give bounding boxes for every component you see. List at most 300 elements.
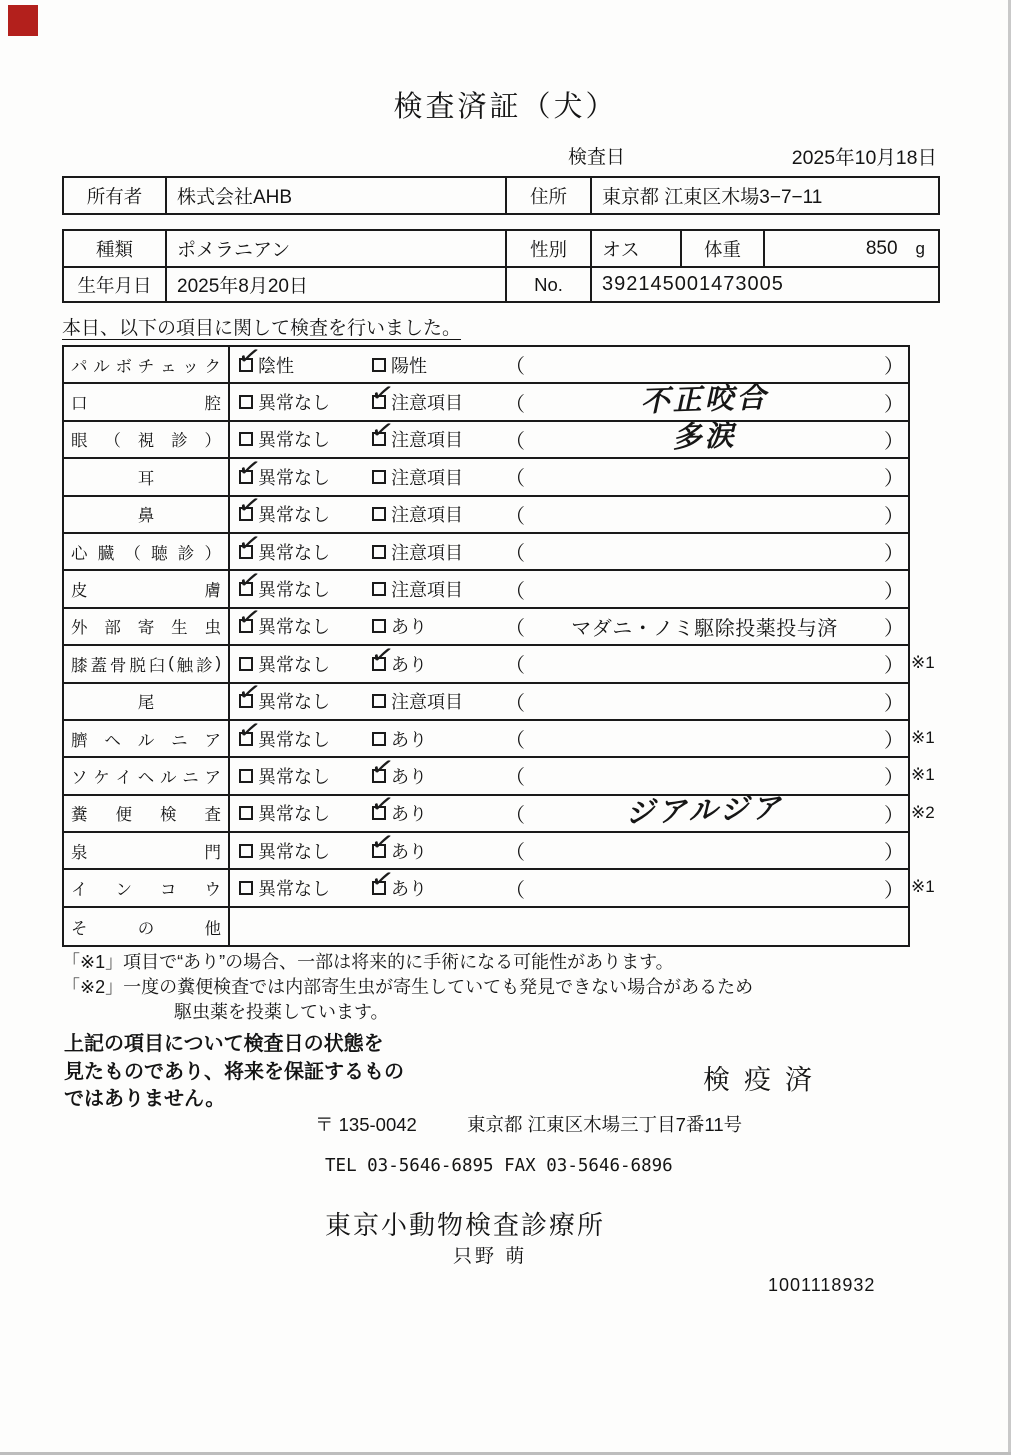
label-char: ケ [93, 768, 110, 787]
option2-group [372, 726, 505, 752]
paren-open: （ [505, 356, 525, 379]
label-char: 診 [196, 656, 213, 675]
option2-group [372, 613, 505, 639]
checkbox-option2 [368, 376, 397, 411]
label-char: ェ [160, 357, 177, 376]
row-note-mark: ※1 [911, 653, 935, 673]
paren-open: （ [505, 879, 525, 902]
paren-open: （ [505, 842, 525, 865]
option2-label: あり [391, 766, 427, 787]
label-char: ) [215, 654, 221, 673]
handwritten-check-mark: ✓ [368, 749, 397, 785]
footnotes [62, 950, 753, 1025]
option2-group [368, 824, 505, 864]
checkbox-option1 [239, 395, 253, 409]
label-char: 臼 [148, 656, 166, 675]
paren-close: ） [884, 730, 904, 753]
option1-group [239, 838, 372, 864]
label-char: 脱 [129, 656, 146, 675]
paren-open: （ [505, 767, 525, 790]
option1-group [239, 651, 372, 677]
handwritten-check-mark: ✓ [368, 862, 397, 897]
option2-label: 注意項目 [391, 692, 463, 713]
inspection-item-label [64, 347, 230, 382]
paren-open: （ [505, 730, 525, 753]
finding-paren-area [505, 836, 908, 865]
checkbox-option1 [239, 769, 253, 783]
birthdate-value: 2025年8月20日 [167, 268, 507, 301]
paren-open: （ [505, 468, 525, 491]
row-note-mark: ※1 [911, 765, 935, 785]
inspection-row [64, 488, 908, 534]
handwritten-check-mark: ✓ [368, 637, 397, 672]
option1-group [239, 426, 372, 452]
inspection-row [64, 637, 935, 683]
inspection-item-label [64, 609, 230, 644]
label-char: 虫 [204, 619, 221, 638]
label-char: （ [104, 432, 121, 451]
inspection-date-value: 2025年10月18日 [791, 147, 937, 169]
label-char: 便 [115, 806, 132, 825]
label-char: チ [137, 357, 155, 376]
label-char: ヘ [137, 768, 155, 787]
option2-label: あり [391, 841, 427, 862]
inspection-item-label [64, 721, 230, 756]
paren-close: ） [884, 505, 904, 528]
paren-open: （ [505, 692, 525, 715]
inspection-row-content [230, 450, 908, 494]
label-char: ル [160, 768, 177, 787]
footnote-1: 「※1」項目で“あり”の場合、一部は将来的に手術になる可能性があります。 [62, 952, 674, 972]
option2-label: 注意項目 [391, 467, 463, 488]
option1-label: 異常なし [258, 804, 330, 825]
paren-open: （ [505, 655, 525, 678]
option2-label: 陽性 [391, 355, 427, 376]
checkbox-option2 [368, 413, 397, 448]
label-char: ン [115, 881, 132, 900]
inspection-item-label [64, 459, 230, 494]
footnote-2-line1: 「※2」一度の糞便検査では内部寄生虫が寄生していても発見できない場合があるため [62, 977, 754, 997]
inspection-row-content [230, 908, 908, 945]
checkbox-option1 [235, 525, 264, 560]
option1-group [239, 763, 372, 789]
inspection-row [64, 787, 935, 833]
footnote-2-line2: 駆虫薬を投薬しています。 [174, 1002, 389, 1022]
inspection-item-label [64, 908, 230, 945]
inspection-item-label [64, 534, 230, 569]
paren-open: （ [505, 393, 525, 416]
option2-group [368, 862, 505, 901]
label-char: ア [204, 768, 221, 787]
checkbox-option2 [368, 862, 397, 897]
clinic-name: 東京小動物検査診療所 [325, 1210, 606, 1240]
finding-paren-area [505, 500, 908, 529]
checkbox-option2 [372, 470, 386, 484]
no-label: No. [507, 268, 592, 301]
finding-paren-area [505, 419, 908, 460]
option1-group [235, 600, 372, 639]
inspection-row-content [230, 600, 908, 644]
option1-label: 異常なし [258, 467, 330, 488]
label-char: 骨 [109, 656, 127, 675]
option2-group [372, 576, 505, 602]
label-char: ル [93, 357, 110, 376]
option1-group [235, 525, 372, 565]
label-char: 検 [160, 806, 177, 825]
paren-open: （ [505, 505, 525, 528]
label-char: 触 [176, 656, 194, 675]
label-char: パ [71, 357, 88, 376]
label-char: 部 [104, 619, 121, 638]
disclaimer-line2: 見たものであり、将来を保証するもの [64, 1060, 404, 1083]
label-char: ） [204, 432, 221, 451]
paren-open: （ [505, 804, 525, 827]
postal-code: 〒 135-0042 [315, 1114, 417, 1135]
label-char: 尾 [137, 694, 155, 713]
label-char: 眼 [71, 432, 88, 451]
finding-text: マダニ・ノミ駆除投薬投与済 [571, 617, 838, 640]
paren-close: ） [884, 767, 904, 790]
inspection-row [64, 908, 908, 945]
option2-group [368, 413, 505, 452]
checkbox-option2 [372, 582, 386, 596]
paren-close: ） [884, 655, 904, 678]
checkbox-option1 [239, 881, 253, 895]
label-char: 聴 [151, 544, 168, 563]
inspection-row [64, 413, 908, 459]
label-char: の [137, 919, 155, 938]
label-char: 査 [204, 806, 221, 825]
label-char: 診 [171, 432, 188, 451]
breed-label: 種類 [64, 231, 167, 266]
handwritten-check-mark: ✓ [368, 376, 397, 411]
option2-group [372, 539, 505, 565]
weight-label: 体重 [682, 231, 765, 266]
label-char: ッ [182, 357, 199, 376]
checkbox-option2 [372, 732, 386, 746]
label-char: ニ [182, 768, 199, 787]
checkbox-option1 [239, 844, 253, 858]
paren-close: ） [884, 468, 904, 491]
inspection-item-label [64, 833, 230, 868]
option2-label: 注意項目 [391, 393, 463, 414]
intro-text: 本日、以下の項目に関して検査を行いました。 [62, 318, 462, 339]
option1-label: 異常なし [258, 580, 330, 601]
serial-number: 1001118932 [768, 1275, 876, 1295]
handwritten-check-mark: ✓ [235, 675, 264, 710]
red-stamp-mark [8, 5, 38, 36]
option1-label: 異常なし [258, 542, 330, 563]
option2-group [372, 501, 505, 527]
option1-label: 異常なし [258, 393, 330, 414]
checkbox-option1 [239, 657, 253, 671]
paren-open: （ [505, 430, 525, 453]
birthdate-label: 生年月日 [64, 268, 167, 301]
label-char: コ [160, 881, 177, 900]
handwritten-check-mark: ✓ [368, 824, 397, 859]
label-char: ボ [115, 357, 132, 376]
inspection-item-label [64, 758, 230, 793]
option2-group [372, 464, 505, 490]
inspection-row [64, 525, 908, 571]
label-char: ク [204, 357, 221, 376]
row-note-mark: ※2 [911, 802, 935, 822]
checkbox-option1 [235, 563, 264, 598]
option1-label: 異常なし [258, 505, 330, 526]
document-title: 検査済証（犬） [393, 91, 618, 123]
checkbox-option1 [239, 806, 253, 820]
handwritten-check-mark: ✓ [235, 712, 264, 747]
finding-paren-area [505, 724, 908, 753]
handwritten-check-mark: ✓ [235, 525, 264, 560]
option2-label: あり [391, 879, 427, 900]
disclaimer-text [64, 1031, 404, 1114]
inspection-row-content [230, 675, 908, 719]
pet-row-1 [64, 231, 938, 266]
option1-group [235, 488, 372, 527]
checkbox-option2 [368, 787, 397, 822]
label-char: 泉 [71, 843, 88, 862]
finding-paren-area [505, 612, 908, 641]
checkbox-option2 [372, 507, 386, 521]
checkbox-option2 [368, 637, 397, 672]
option1-label: 異常なし [258, 729, 330, 750]
finding-text: 多涙 [672, 419, 738, 455]
label-char: 心 [71, 544, 88, 563]
label-char: 診 [177, 544, 195, 563]
paren-close: ） [884, 692, 904, 715]
row-note-mark: ※1 [911, 727, 935, 747]
label-char: 視 [137, 432, 155, 451]
label-char: イ [115, 768, 132, 787]
option1-label: 異常なし [258, 430, 330, 451]
inspection-item-label [64, 684, 230, 719]
option1-group [239, 389, 372, 415]
finding-paren-area [505, 462, 908, 491]
disclaimer-line1: 上記の項目について検査日の状態を [64, 1033, 384, 1055]
checkbox-option1 [239, 432, 253, 446]
checkbox-option1 [235, 712, 264, 747]
sex-value: オス [592, 231, 682, 266]
label-char: ( [168, 654, 174, 673]
finding-paren-area [505, 575, 908, 604]
inspection-row-content [230, 488, 908, 532]
label-char: ソ [71, 768, 88, 787]
option2-group [372, 352, 505, 378]
label-char: 耳 [137, 469, 155, 488]
weight-value [765, 231, 938, 266]
inspection-table [62, 338, 935, 947]
option1-group [235, 563, 372, 602]
option2-label: あり [391, 804, 427, 825]
handwritten-check-mark: ✓ [235, 338, 264, 373]
pet-table [62, 229, 940, 303]
inspection-row-content [230, 413, 908, 457]
inspection-row [64, 675, 908, 721]
inspection-row [64, 824, 908, 870]
inspection-row [64, 600, 908, 646]
label-char: 皮 [71, 582, 88, 601]
disclaimer-line3: ではありません。 [64, 1088, 226, 1110]
paren-open: （ [505, 580, 525, 603]
label-char: 臍 [71, 731, 88, 750]
option1-label: 異常なし [258, 617, 330, 638]
label-char: ア [204, 731, 221, 750]
label-char: ウ [204, 881, 221, 900]
label-char: 寄 [137, 619, 155, 638]
inspection-item-label [64, 646, 230, 681]
finding-paren-area [505, 874, 908, 903]
breed-value: ポメラニアン [167, 231, 507, 266]
option2-group [372, 688, 505, 714]
paren-close: ） [884, 879, 904, 902]
option2-label: 注意項目 [391, 542, 463, 563]
option1-label: 異常なし [258, 766, 330, 787]
sex-label: 性別 [507, 231, 592, 266]
option1-group [239, 875, 372, 901]
finding-paren-area [505, 649, 908, 678]
label-char: ル [137, 731, 155, 750]
paren-close: ） [884, 617, 904, 640]
inspection-item-label [64, 422, 230, 457]
label-char: 膝 [71, 656, 88, 675]
finding-text: 不正咬合 [640, 381, 770, 418]
inspection-row [64, 563, 908, 608]
label-char: ヘ [104, 731, 121, 750]
option1-group [235, 450, 372, 490]
checkbox-option1 [235, 675, 264, 710]
label-char: 外 [71, 619, 88, 638]
paren-close: ） [884, 580, 904, 603]
paren-close: ） [884, 430, 904, 453]
address-label: 住所 [507, 178, 592, 213]
clinic-address-line [315, 1111, 742, 1137]
finding-paren-area [505, 537, 908, 566]
checkbox-option2 [372, 358, 386, 372]
option1-label: 陰性 [258, 355, 294, 376]
clinic-address: 東京都 江東区木場三丁目7番11号 [466, 1114, 743, 1135]
weight-unit: g [915, 238, 925, 258]
option1-label: 異常なし [258, 841, 330, 862]
checkbox-option1 [235, 600, 264, 635]
inspection-item-label [64, 796, 230, 831]
checkbox-option2 [368, 749, 397, 785]
checkbox-option1 [235, 450, 264, 485]
inspection-row-content [230, 712, 908, 756]
option2-group [368, 376, 505, 415]
paren-open: （ [505, 617, 525, 640]
finding-paren-area [505, 687, 908, 716]
option1-label: 異常なし [258, 654, 330, 675]
paren-close: ） [884, 804, 904, 827]
label-char: イ [71, 881, 88, 900]
label-char: 蓋 [90, 656, 107, 675]
option2-group [368, 749, 505, 789]
label-char: 他 [204, 919, 221, 938]
inspection-row-content [230, 563, 908, 606]
finding-text: ジアルジア [625, 792, 785, 830]
handwritten-check-mark: ✓ [235, 488, 264, 523]
checkbox-option2 [368, 824, 397, 859]
label-char: 生 [171, 619, 188, 638]
inspection-row-content [230, 824, 908, 868]
inspection-item-label [64, 870, 230, 905]
option2-group [368, 787, 505, 826]
address-value: 東京都 江東区木場3−7−11 [602, 187, 823, 208]
inspection-row [64, 712, 935, 758]
option1-label: 異常なし [258, 879, 330, 900]
owner-table [62, 176, 940, 215]
option2-label: あり [391, 729, 427, 750]
inspection-item-label [64, 384, 230, 419]
finding-paren-area [505, 793, 908, 834]
label-char: 腔 [204, 395, 221, 414]
option2-label: 注意項目 [391, 505, 463, 526]
quarantine-passed-stamp: 検疫済 [703, 1065, 826, 1095]
paren-close: ） [884, 356, 904, 379]
owner-row [64, 178, 938, 213]
owner-label: 所有者 [64, 178, 167, 213]
handwritten-check-mark: ✓ [368, 413, 397, 448]
weight-number: 850 [865, 237, 898, 259]
handwritten-check-mark: ✓ [235, 563, 264, 598]
paren-close: ） [884, 842, 904, 865]
tel-fax-line: TEL 03-5646-6895 FAX 03-5646-6896 [325, 1156, 673, 1176]
option1-group [235, 675, 372, 714]
handwritten-check-mark: ✓ [235, 450, 264, 485]
paren-open: （ [505, 543, 525, 566]
option2-label: 注意項目 [391, 430, 463, 451]
inspection-item-label [64, 497, 230, 532]
label-char: 膚 [204, 582, 221, 601]
option2-label: あり [391, 617, 427, 638]
option1-group [235, 338, 372, 378]
option2-label: 注意項目 [391, 580, 463, 601]
inspection-row-content [230, 787, 908, 831]
inspection-row-content [230, 862, 908, 905]
checkbox-option1 [235, 488, 264, 523]
label-char: 鼻 [137, 507, 155, 526]
handwritten-check-mark: ✓ [235, 600, 264, 635]
option2-label: あり [391, 654, 427, 675]
checkbox-option2 [372, 694, 386, 708]
option2-group [368, 637, 505, 677]
handwritten-check-mark: ✓ [368, 787, 397, 822]
inspection-row [64, 450, 908, 496]
option1-label: 異常なし [258, 692, 330, 713]
label-char: そ [71, 919, 88, 938]
paren-close: ） [884, 543, 904, 566]
inspection-row-content [230, 637, 908, 681]
inspection-row-content [230, 525, 908, 569]
row-note-mark: ※1 [911, 877, 935, 897]
label-char: 口 [71, 395, 88, 414]
pet-row-2 [64, 266, 938, 301]
checkbox-option2 [372, 619, 386, 633]
option1-group [239, 800, 372, 826]
label-char: 糞 [71, 806, 88, 825]
checkbox-option1 [235, 338, 264, 373]
label-char: ニ [171, 731, 188, 750]
label-char: 門 [204, 843, 221, 862]
inspection-item-label [64, 571, 230, 606]
inspection-row [64, 862, 935, 907]
label-char: ） [204, 544, 221, 563]
checkbox-option2 [372, 545, 386, 559]
paren-close: ） [884, 393, 904, 416]
option1-group [235, 712, 372, 752]
owner-value: 株式会社AHB [167, 178, 507, 213]
